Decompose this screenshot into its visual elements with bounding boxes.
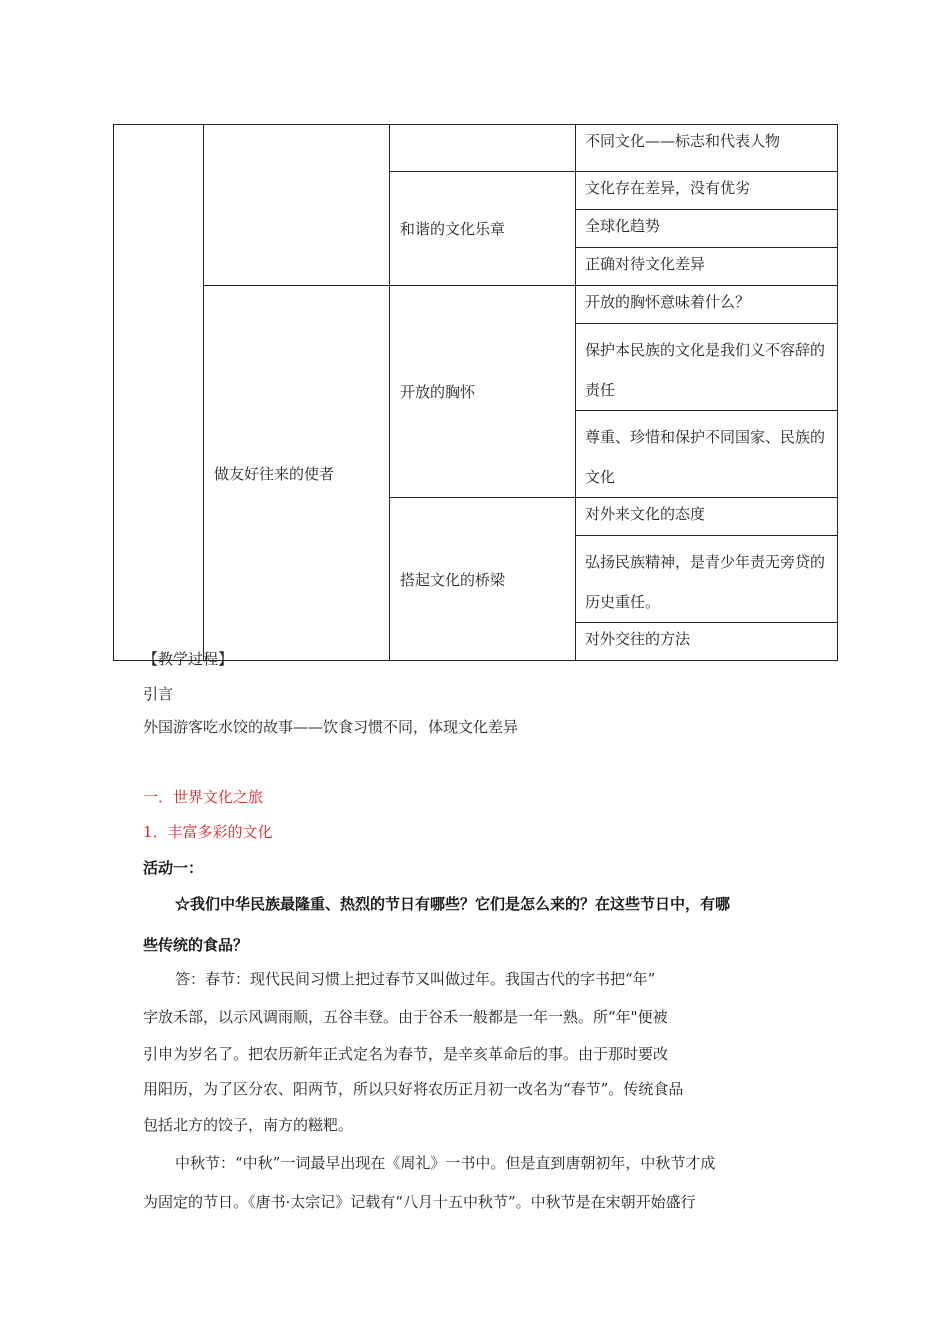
lesson-outline-table: [113, 124, 838, 661]
answer-line: 答：春节：现代民间习惯上把过春节又叫做过年。我国古代的字书把“年”: [175, 970, 656, 988]
intro-story: 外国游客吃水饺的故事——饮食习惯不同，体现文化差异: [143, 718, 519, 736]
answer-line: 引申为岁名了。把农历新年正式定名为春节，是辛亥革命后的事。由于那时要改: [143, 1045, 669, 1063]
outline-leaf: 保护本民族的文化是我们义不容辞的责任: [576, 324, 838, 411]
activity-one-label: 活动一：: [143, 859, 204, 877]
outline-topic-open-mind: 开放的胸怀: [390, 286, 576, 498]
outline-topic-harmony: 和谐的文化乐章: [390, 172, 576, 286]
outline-leaf: 文化存在差异，没有优劣: [576, 172, 838, 210]
answer-line: 包括北方的饺子，南方的糍粑。: [143, 1116, 354, 1134]
section-one-heading: 一．世界文化之旅: [143, 788, 264, 806]
outline-topic-envoy: 做友好往来的使者: [204, 286, 390, 661]
outline-leaf: 尊重、珍惜和保护不同国家、民族的文化: [576, 411, 838, 498]
outline-leaf: 开放的胸怀意味着什么？: [576, 286, 838, 324]
question-line: ☆我们中华民族最隆重、热烈的节日有哪些？它们是怎么来的？在这些节日中，有哪: [175, 895, 731, 913]
outline-topic-bridge: 搭起文化的桥梁: [390, 498, 576, 661]
midautumn-line: 中秋节：“中秋”一词最早出现在《周礼》一书中。但是直到唐朝初年，中秋节才成: [175, 1154, 716, 1172]
outline-leaf: 不同文化——标志和代表人物: [576, 125, 838, 172]
outline-leaf: 对外来文化的态度: [576, 498, 838, 536]
intro-heading: 引言: [143, 685, 174, 703]
outline-leaf: 正确对待文化差异: [576, 248, 838, 286]
question-line: 些传统的食品？: [143, 936, 249, 954]
outline-col1-cell: [114, 125, 204, 661]
outline-col3-top-cell: [390, 125, 576, 172]
outline-leaf: 弘扬民族精神，是青少年责无旁贷的历史重任。: [576, 536, 838, 623]
outline-leaf: 全球化趋势: [576, 210, 838, 248]
answer-line: 字放禾部，以示风调雨顺，五谷丰登。由于谷禾一般都是一年一熟。所“年"便被: [143, 1008, 668, 1026]
subsection-one-heading: 1．丰富多彩的文化: [143, 823, 273, 841]
midautumn-line: 为固定的节日。《唐书·太宗记》记载有“八月十五中秋节”。中秋节是在宋朝开始盛行: [143, 1193, 696, 1211]
process-heading: 【教学过程】: [143, 650, 234, 668]
answer-line: 用阳历，为了区分农、阳两节，所以只好将农历正月初一改名为“春节”。传统食品: [143, 1080, 684, 1098]
outline-leaf: 对外交往的方法: [576, 623, 838, 661]
outline-col2-top-cell: [204, 125, 390, 286]
